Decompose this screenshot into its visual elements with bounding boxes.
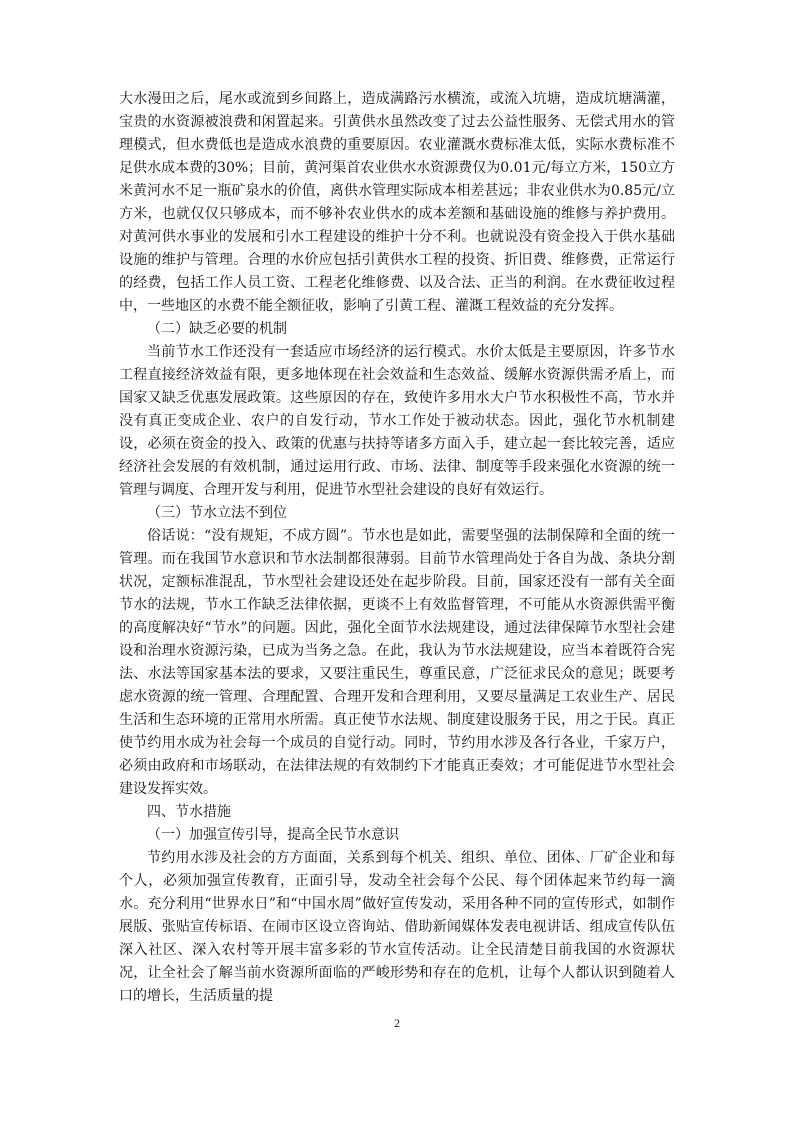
paragraph-legislation: 俗话说：“没有规矩，不成方圆”。节水也是如此，需要坚强的法制保障和全面的统一管理。而在我国节水意识和节水法制都很薄弱。目前节水管理尚处于各自为战、条块分割状况，定额标准混乱，节水型社会建设还处在起步阶段。目前，国家还没有一部有关全面节水的法规，节水工作缺乏法律依据，更谈不上有效监督管理，不可能从水资源供需平衡的高度解决好“节水”的问题。因此，强化全面节水法规建设，通过法律保障节水型社会建设和治理水资源污染，已成为当务之急。在此，我认为节水法规建设，应当本着既符合宪法、水法等国家基本法的要求，又要注重民生，尊重民意，广泛征求民众的意见；既要考虑水资源的统一管理、合理配置、合理开发和合理利用，又要尽量满足工农业生产、居民生活和生态环境的正常用水所需。真正使节水法规、制度建设服务于民，用之于民。真正使节约用水成为社会每一个成员的自觉行动。同时，节约用水涉及各行各业，千家万户，必须由政府和市场联动，在法律法规的有效制约下才能真正奏效；才可能促进节水型社会建设发挥实效。: [119, 528, 675, 797]
page-number: 2: [394, 1016, 400, 1030]
paragraph-water-cost: 大水漫田之后，尾水或流到乡间路上，造成满路污水横流，或流入坑塘，造成坑塘满灌，宝贵的水资源被浪费和闲置起来。引黄供水虽然改变了过去公益性服务、无偿式用水的管理模式，但水费低也是造成水浪费的重要原因。农业灌溉水费标准太低，实际水费标准不足供水成本费的30%；目前，黄河渠首农业供水水资源费仅为0.01元/每立方米，150立方米黄河水不足一瓶矿泉水的价值，离供水管理实际成本相差甚远；非农业供水为0.85元/立方米，也就仅仅只够成本，而不够补农业供水的成本差额和基础设施的维修与养护费用。对黄河供水事业的发展和引水工程建设的维护十分不利。也就说没有资金投入于供水基础设施的维护与管理。合理的水价应包括引黄供水工程的投资、折旧费、维修费，正常运行的经费，包括工作人员工资、工程老化维修费、以及合法、正当的利润。在水费征收过程中，一些地区的水费不能全额征收，影响了引黄工程、灌溉工程效益的充分发挥。: [119, 91, 675, 314]
section-heading-publicity: （一）加强宣传引导，提高全民节水意识: [147, 827, 399, 843]
section-heading-legislation: （三）节水立法不到位: [147, 505, 287, 521]
document-page: [119, 88, 675, 1008]
paragraph-publicity: 节约用水涉及社会的方方面面，关系到每个机关、组织、单位、团体、厂矿企业和每个人，必须加强宣传教育，正面引导，发动全社会每个公民、每个团体起来节约每一滴水。充分利用“世界水日”和“中国水周”做好宣传发动，采用各种不同的宣传形式，如制作展版、张贴宣传标语、在闹市区设立咨询站、借助新闻媒体发表电视讲话、组成宣传队伍深入社区、深入农村等开展丰富多彩的节水宣传活动。让全民清楚目前我国的水资源状况，让全社会了解当前水资源所面临的严峻形势和存在的危机，让每个人都认识到随着人口的增长，生活质量的提: [119, 850, 675, 1004]
paragraph-mechanism: 当前节水工作还没有一套适应市场经济的运行模式。水价太低是主要原因，许多节水工程直接经济效益有限，更多地体现在社会效益和生态效益、缓解水资源供需矛盾上，而国家又缺乏优惠发展政策。这些原因的存在，致使许多用水大户节水积极性不高，节水并没有真正变成企业、农户的自发行动，节水工作处于被动状态。因此，强化节水机制建设，必须在资金的投入、政策的优惠与扶持等诸多方面入手，建立起一套比较完善，适应经济社会发展的有效机制，通过运用行政、市场、法律、制度等手段来强化水资源的统一管理与调度、合理开发与利用，促进节水型社会建设的良好有效运行。: [119, 344, 675, 498]
chapter-heading-measures: 四、节水措施: [147, 804, 231, 820]
section-heading-mechanism: （二）缺乏必要的机制: [147, 321, 287, 337]
